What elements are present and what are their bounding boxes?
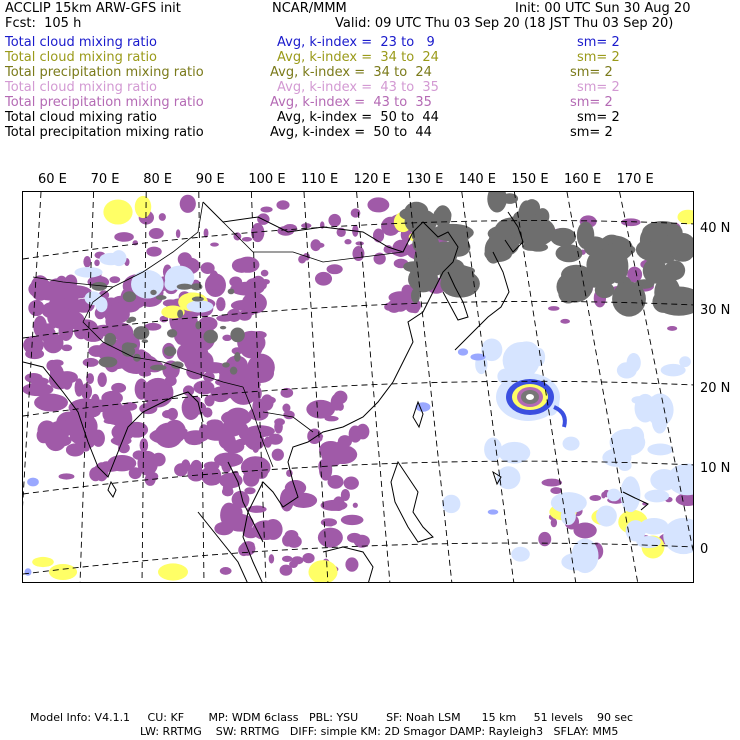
high-cloud-cell [344, 239, 351, 244]
high-cloud-cell [23, 336, 44, 355]
high-cloud-cell [260, 206, 272, 212]
high-cloud-cell [114, 232, 134, 242]
longitude-tick-label: 100 E [248, 172, 286, 187]
low-cloud-cell [488, 509, 499, 514]
high-cloud-cell [321, 518, 337, 526]
high-cloud-cell [240, 337, 263, 358]
legend-avg: Avg, k-index = 23 to 9 [277, 35, 435, 50]
high-cloud-cell [242, 237, 252, 242]
legend-field: Total precipitation mixing ratio [5, 65, 204, 80]
latitude-tick-label: 30 N [700, 303, 731, 318]
high-cloud-cell [334, 391, 348, 404]
high-cloud-cell [204, 462, 220, 471]
high-cloud-cell [282, 556, 292, 562]
legend-field: Total precipitation mixing ratio [5, 125, 204, 140]
high-cloud-cell [180, 195, 196, 213]
deep-cloud-cell [586, 250, 613, 280]
legend-field: Total cloud mixing ratio [5, 50, 158, 65]
organization-label: NCAR/MMM [272, 1, 347, 16]
high-cloud-cell [229, 277, 242, 288]
high-cloud-cell [261, 279, 270, 285]
plot-title: ACCLIP 15km ARW-GFS init [5, 1, 181, 16]
longitude-tick-label: 80 E [143, 172, 173, 187]
high-cloud-cell [167, 408, 178, 420]
high-cloud-cell [356, 424, 369, 440]
legend-smoothing: sm= 2 [577, 80, 620, 95]
deep-cloud-cell [486, 234, 519, 257]
mid-cloud-cell [158, 563, 188, 580]
high-cloud-cell [147, 394, 159, 402]
high-cloud-cell [321, 500, 348, 511]
high-cloud-cell [282, 534, 293, 547]
deep-cloud-cell [432, 241, 458, 258]
deep-cloud-cell [220, 326, 226, 329]
low-cloud-cell [620, 476, 640, 512]
high-cloud-cell [177, 343, 197, 363]
legend-smoothing: sm= 2 [570, 65, 613, 80]
high-cloud-cell [209, 270, 219, 289]
high-cloud-cell [111, 417, 126, 426]
deep-cloud-cell [99, 357, 118, 368]
high-cloud-cell [94, 260, 99, 267]
high-cloud-cell [34, 394, 68, 412]
deep-cloud-cell [230, 367, 238, 375]
high-cloud-cell [253, 445, 259, 453]
low-cloud-cell [607, 489, 621, 502]
valid-time: Valid: 09 UTC Thu 03 Sep 20 (18 JST Thu 03 Sep 20) [335, 16, 674, 31]
deep-cloud-cell [177, 310, 183, 318]
deep-cloud-cell [501, 193, 518, 204]
high-cloud-cell [223, 377, 237, 398]
low-cloud-cell [644, 490, 669, 503]
legend-field: Total cloud mixing ratio [5, 35, 158, 50]
high-cloud-cell [221, 455, 232, 473]
high-cloud-cell [194, 360, 206, 369]
high-cloud-cell [216, 315, 233, 322]
deep-cloud-cell [230, 327, 244, 342]
low-cloud-cell [563, 437, 580, 451]
legend-smoothing: sm= 2 [570, 95, 613, 110]
high-cloud-cell [25, 373, 43, 383]
map-panel [22, 191, 694, 583]
low-cloud-cell [663, 518, 694, 554]
legend-avg: Avg, k-index = 43 to 35 [270, 95, 432, 110]
mid-cloud-cell [677, 210, 694, 225]
high-cloud-cell [75, 378, 84, 396]
high-cloud-cell [182, 395, 201, 420]
high-cloud-cell [111, 383, 126, 393]
legend-row [5, 80, 735, 95]
low-cloud-cell [511, 547, 530, 562]
high-cloud-cell [601, 492, 606, 498]
high-cloud-cell [341, 515, 364, 525]
legend-field: Total cloud mixing ratio [5, 80, 158, 95]
map-canvas [23, 192, 694, 583]
legend-row [5, 110, 735, 125]
low-cloud-cell [24, 568, 31, 575]
deep-cloud-cell [399, 207, 428, 221]
deep-cloud-cell [126, 319, 132, 323]
high-cloud-cell [276, 200, 289, 209]
longitude-tick-label: 130 E [406, 172, 444, 187]
high-cloud-cell [61, 344, 72, 351]
legend-row [5, 95, 735, 110]
legend-avg: Avg, k-index = 34 to 24 [270, 65, 432, 80]
high-cloud-cell [190, 460, 202, 475]
high-cloud-cell [367, 197, 389, 212]
low-cloud-cell [164, 277, 178, 291]
high-cloud-cell [548, 306, 560, 311]
legend-avg: Avg, k-index = 34 to 24 [277, 50, 439, 65]
low-cloud-cell [131, 270, 164, 299]
mid-cloud-cell [135, 196, 151, 218]
latitude-tick-label: 0 [700, 542, 709, 557]
high-cloud-cell [341, 489, 350, 501]
high-cloud-cell [289, 561, 298, 568]
deep-cloud-cell [167, 329, 177, 338]
deep-cloud-cell [150, 365, 166, 371]
model-info-line-1: Model Info: V4.1.1 CU: KF MP: WDM 6class PBL: YSU SF: Noah LSM 15 km 51 levels 90 sec [30, 711, 634, 724]
deep-cloud-cell [133, 326, 149, 340]
high-cloud-cell [204, 395, 214, 406]
high-cloud-cell [589, 495, 601, 501]
deep-cloud-cell [409, 261, 444, 278]
high-cloud-cell [210, 243, 219, 247]
high-cloud-cell [174, 463, 188, 476]
high-cloud-cell [178, 252, 192, 266]
high-cloud-cell [328, 475, 344, 489]
deep-cloud-cell [177, 284, 193, 290]
high-cloud-cell [97, 372, 106, 387]
high-cloud-cell [184, 432, 204, 445]
high-cloud-cell [146, 247, 161, 257]
deep-cloud-cell [228, 288, 235, 294]
latitude-tick-label: 20 N [700, 381, 731, 396]
forecast-hour: Fcst: 105 h [5, 16, 82, 31]
high-cloud-cell [83, 256, 91, 268]
latitude-tick-label: 40 N [700, 221, 731, 236]
legend-smoothing: sm= 2 [577, 35, 620, 50]
longitude-tick-label: 150 E [511, 172, 549, 187]
latitude-tick-label: 10 N [700, 461, 731, 476]
mid-cloud-cell [49, 564, 77, 580]
low-cloud-cell [627, 353, 641, 372]
high-cloud-cell [242, 292, 267, 314]
low-cloud-cell [561, 507, 576, 525]
high-cloud-cell [210, 426, 223, 432]
high-cloud-cell [264, 437, 272, 448]
deep-cloud-cell [156, 295, 167, 300]
high-cloud-cell [298, 255, 306, 263]
high-cloud-cell [551, 518, 557, 527]
high-cloud-cell [249, 385, 262, 403]
high-cloud-cell [35, 287, 70, 301]
deep-cloud-cell [595, 282, 615, 298]
high-cloud-cell [220, 567, 232, 575]
high-cloud-cell [387, 300, 402, 313]
high-cloud-cell [353, 503, 358, 508]
deep-cloud-cell [550, 228, 576, 246]
high-cloud-cell [261, 394, 274, 410]
deep-cloud-cell [612, 281, 646, 316]
longitude-tick-label: 140 E [458, 172, 496, 187]
high-cloud-cell [344, 477, 359, 490]
high-cloud-cell [337, 402, 344, 411]
high-cloud-cell [550, 487, 562, 494]
high-cloud-cell [252, 331, 267, 339]
high-cloud-cell [67, 286, 83, 299]
legend-smoothing: sm= 2 [570, 125, 613, 140]
longitude-tick-label: 160 E [564, 172, 602, 187]
legend-avg: Avg, k-index = 50 to 44 [277, 110, 439, 125]
low-cloud-cell [602, 448, 631, 467]
high-cloud-cell [28, 300, 44, 316]
high-cloud-cell [560, 319, 570, 324]
longitude-tick-label: 170 E [616, 172, 654, 187]
longitude-tick-label: 70 E [90, 172, 120, 187]
deep-cloud-cell [192, 297, 204, 302]
legend-row [5, 50, 735, 65]
low-cloud-cell [442, 495, 460, 513]
longitude-tick-label: 90 E [195, 172, 225, 187]
low-cloud-cell [75, 267, 103, 278]
high-cloud-cell [222, 487, 233, 496]
model-info-line-2: LW: RRTMG SW: RRTMG DIFF: simple KM: 2D Smagor DAMP: Rayleigh3 SFLAY: MM5 [140, 725, 619, 738]
low-cloud-cell [596, 506, 617, 527]
high-cloud-cell [104, 305, 130, 324]
deep-cloud-cell [577, 222, 594, 250]
high-cloud-cell [269, 554, 275, 563]
mid-cloud-cell [32, 557, 54, 567]
high-cloud-cell [159, 213, 166, 221]
deep-cloud-cell [434, 205, 451, 228]
high-cloud-cell [384, 245, 393, 253]
init-time: Init: 00 UTC Sun 30 Aug 20 [515, 1, 691, 16]
deep-cloud-cell [234, 352, 241, 362]
high-cloud-cell [345, 557, 358, 571]
low-cloud-cell [661, 364, 686, 377]
high-cloud-cell [164, 420, 186, 444]
legend-field: Total precipitation mixing ratio [5, 95, 204, 110]
legend-row [5, 65, 735, 80]
high-cloud-cell [355, 241, 363, 245]
high-cloud-cell [165, 376, 177, 387]
high-cloud-cell [238, 423, 248, 437]
high-cloud-cell [328, 214, 341, 227]
high-cloud-cell [61, 427, 70, 438]
low-cloud-cell [647, 444, 673, 456]
longitude-tick-label: 110 E [301, 172, 339, 187]
low-cloud-cell [632, 396, 647, 404]
high-cloud-cell [302, 553, 314, 563]
legend-avg: Avg, k-index = 43 to 35 [277, 80, 439, 95]
high-cloud-cell [151, 453, 165, 467]
high-cloud-cell [392, 240, 409, 257]
low-cloud-cell [503, 342, 540, 379]
high-cloud-cell [46, 360, 58, 372]
high-cloud-cell [49, 370, 70, 389]
high-cloud-cell [352, 246, 364, 261]
high-cloud-cell [223, 420, 235, 434]
low-cloud-cell [27, 478, 39, 487]
legend-row [5, 125, 735, 140]
legend-smoothing: sm= 2 [577, 110, 620, 125]
low-cloud-cell [499, 442, 531, 464]
high-cloud-cell [542, 479, 562, 487]
low-cloud-cell [85, 291, 102, 305]
deep-cloud-cell [518, 200, 535, 230]
high-cloud-cell [176, 229, 180, 238]
high-cloud-cell [149, 228, 164, 239]
deep-cloud-cell [556, 271, 592, 303]
high-cloud-cell [66, 443, 84, 456]
low-cloud-cell [99, 253, 122, 265]
high-cloud-cell [311, 239, 321, 251]
deep-cloud-cell [457, 235, 466, 244]
high-cloud-cell [232, 258, 252, 273]
high-cloud-cell [59, 473, 75, 479]
low-cloud-cell [484, 438, 502, 462]
high-cloud-cell [183, 385, 194, 396]
high-cloud-cell [319, 441, 342, 459]
high-cloud-cell [306, 400, 335, 419]
high-cloud-cell [83, 358, 99, 367]
high-cloud-cell [538, 532, 551, 546]
legend-row [5, 35, 735, 50]
high-cloud-cell [261, 270, 269, 277]
deep-cloud-cell [150, 290, 156, 295]
high-cloud-cell [327, 264, 343, 274]
low-cloud-cell [636, 536, 660, 548]
high-cloud-cell [216, 297, 225, 311]
high-cloud-cell [242, 541, 254, 550]
high-cloud-cell [109, 276, 120, 283]
longitude-tick-label: 60 E [38, 172, 67, 187]
legend-smoothing: sm= 2 [577, 50, 620, 65]
high-cloud-cell [249, 434, 260, 444]
legend-field: Total cloud mixing ratio [5, 110, 158, 125]
low-cloud-cell [458, 348, 468, 355]
high-cloud-cell [315, 272, 332, 286]
high-cloud-cell [33, 316, 47, 338]
longitude-tick-label: 120 E [353, 172, 391, 187]
high-cloud-cell [220, 503, 238, 528]
deep-cloud-cell [123, 291, 136, 302]
deep-cloud-cell [203, 330, 218, 344]
high-cloud-cell [667, 326, 677, 331]
mid-cloud-cell [103, 199, 132, 224]
high-cloud-cell [59, 308, 71, 322]
legend-avg: Avg, k-index = 50 to 44 [270, 125, 432, 140]
high-cloud-cell [272, 449, 284, 461]
high-cloud-cell [243, 470, 259, 487]
deep-cloud-cell [222, 362, 230, 367]
high-cloud-cell [318, 528, 343, 548]
high-cloud-cell [280, 488, 294, 511]
mid-cloud-cell [308, 560, 337, 583]
high-cloud-cell [219, 433, 236, 450]
high-cloud-cell [621, 218, 641, 226]
deep-cloud-cell [104, 333, 116, 346]
high-cloud-cell [274, 418, 285, 425]
deep-cloud-cell [164, 346, 176, 356]
high-cloud-cell [37, 427, 51, 443]
high-cloud-cell [282, 404, 290, 413]
